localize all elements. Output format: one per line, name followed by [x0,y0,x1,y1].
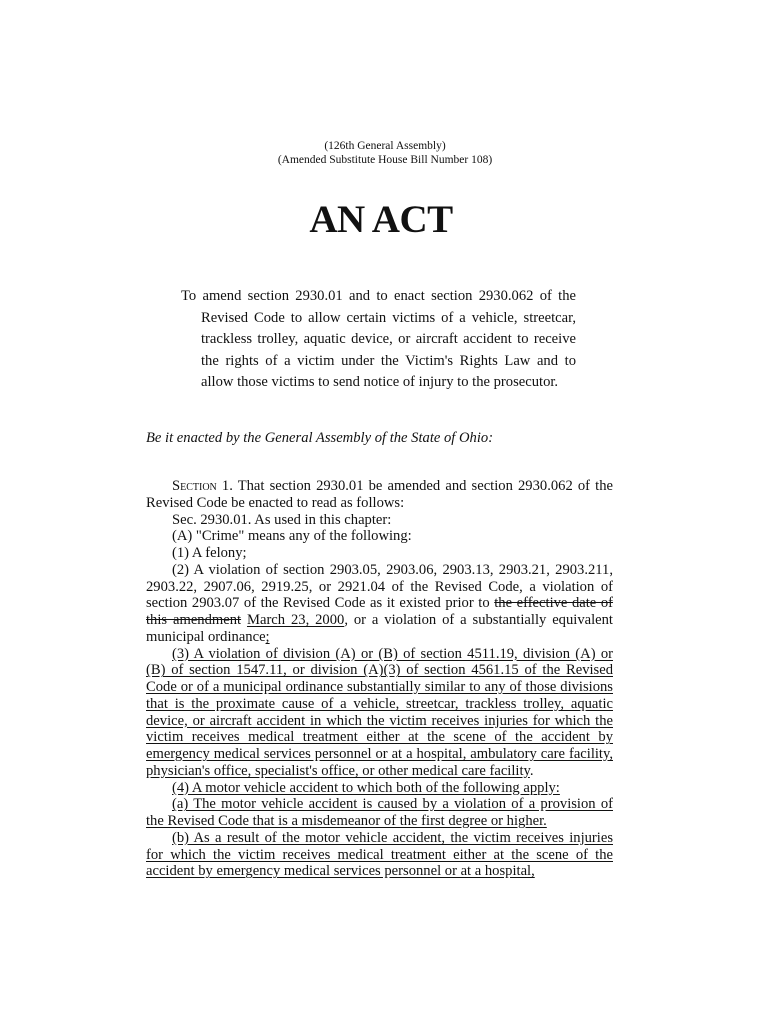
sec-heading: Sec. 2930.01. As used in this chapter: [172,511,392,528]
bill-number-line: (Amended Substitute House Bill Number 108) [277,154,493,166]
inserted-date: March 23, 2000 [246,612,345,628]
act-body [146,478,613,880]
division-3-period: . [529,762,534,779]
general-assembly-line: (126th General Assembly) [324,140,446,152]
division-2-tail: , or a violation of a substantially equivalent municipal ordinance [146,612,613,645]
section-1-text: 1. That section 2930.01 be amended and section 2930.062 of the Revised Code be enacted to read as follows: [146,478,613,511]
division-4-a-inserted-text: (a) The motor vehicle accident is caused by a violation of a provision of the Revised Code that is a misdemeanor of the first degree or higher. [146,796,613,829]
bill-header [0,139,770,167]
division-4-b-inserted-text: (b) As a result of the motor vehicle accident, the victim receives injuries for which the victim receives medical treatment either at the scene of the accident by emergency medical services personnel or at a hospital, [146,829,613,880]
division-4-inserted-text: (4) A motor vehicle accident to which both of the following apply: [172,779,560,796]
division-a-crime: (A) "Crime" means any of the following: [172,528,412,545]
section-1-intro [146,478,613,512]
struck-text: the effective date of this amendment [146,595,614,628]
enacting-clause: Be it enacted by the General Assembly of the State of Ohio: [146,430,494,446]
division-3-inserted-text: (3) A violation of division (A) or (B) of section 4511.19, division (A) or (B) of section 1547.11, or division (A)(3) of section 4561.15 of the Revised Code or of a municipal ordinance substantially similar to any of those divisions that is the proximate cause of a vehicle, streetcar, trackless trolley, aquatic device, or aircraft accident in which the victim receives injuries for which the victim receives medical treatment either at the scene of the accident by emergency medical services personnel or at a hospital, ambulatory care facility, physician's office, specialist's office, or other medical care facility [146,645,613,779]
division-4 [146,780,613,797]
inserted-semicolon: ; [265,628,270,645]
section-word: Section [172,478,217,494]
division-1-felony: (1) A felony; [172,545,247,561]
division-3 [146,646,613,780]
act-title: AN ACT [309,198,453,241]
act-summary: To amend section 2930.01 and to enact section 2930.062 of the Revised Code to allow certain victims of a vehicle, streetcar, trackless trolley, aquatic device, or aircraft accident to receive the rights of a victim under the Victim's Rights Law and to allow those victims to send notice of injury to the prosecutor. [181,288,576,391]
division-2-text: (2) A violation of section 2903.05, 2903.06, 2903.13, 2903.21, 2903.211, 2903.22, 2907.06, 2919.25, or 2921.04 of the Revised Code, a violation of section 2903.07 of the Revised Code as it existed prior to [146,561,613,612]
division-2 [146,562,613,646]
division-4-a [146,796,613,830]
division-4-b [146,830,613,880]
